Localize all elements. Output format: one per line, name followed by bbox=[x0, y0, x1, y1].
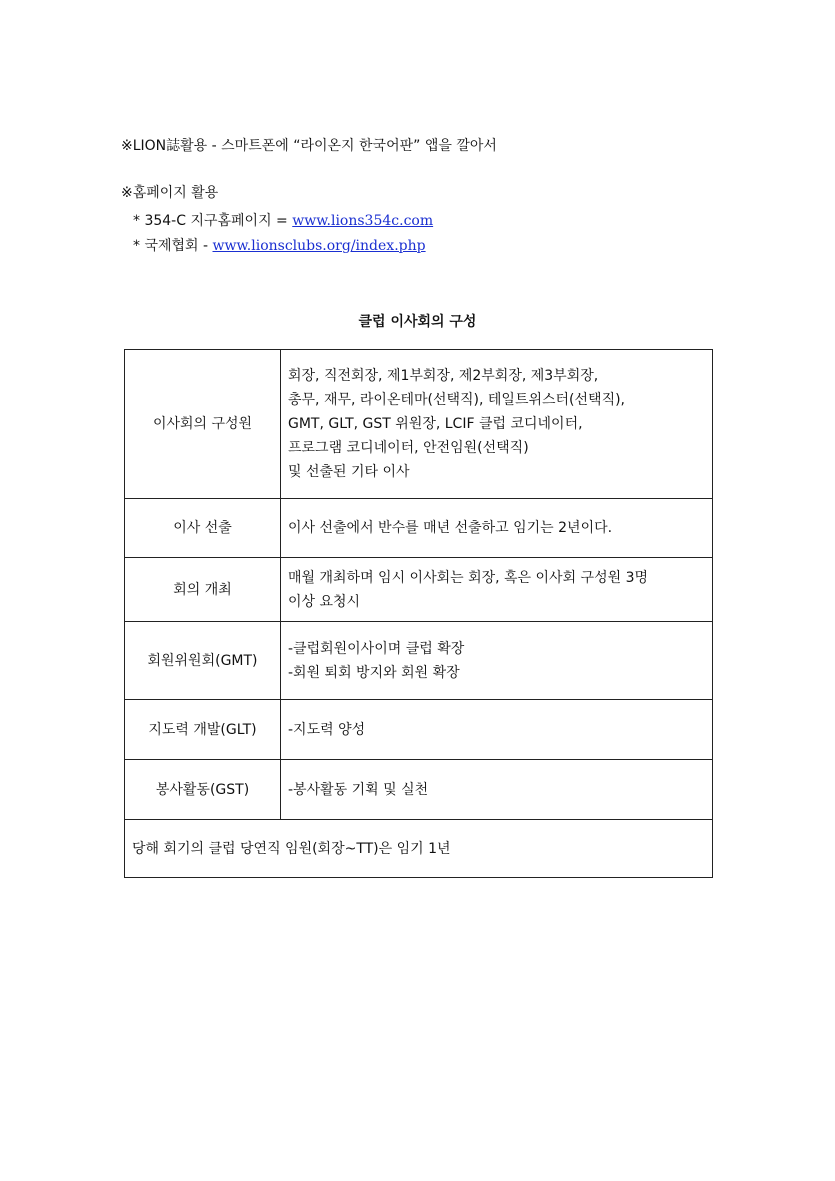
table-title: 클럽 이사회의 구성 bbox=[358, 314, 477, 330]
value-line: 이사 선출에서 반수를 매년 선출하고 임기는 2년이다. bbox=[288, 520, 613, 536]
district-homepage-line bbox=[133, 211, 433, 231]
row-key: 이사 선출 bbox=[125, 499, 281, 558]
value-line: -봉사활동 기획 및 실천 bbox=[288, 781, 429, 798]
row-value bbox=[281, 700, 713, 760]
row-value bbox=[281, 760, 713, 820]
lion-magazine-note: ※LION誌활용 - 스마트폰에 “라이온지 한국어판” 앱을 깔아서 bbox=[121, 138, 497, 154]
intl-association-label: * 국제협회 - bbox=[133, 238, 213, 254]
row-value bbox=[281, 499, 713, 558]
row-key: 회의 개최 bbox=[125, 558, 281, 622]
intl-association-link[interactable]: www.lionsclubs.org/index.php bbox=[212, 238, 426, 254]
row-value bbox=[281, 558, 713, 622]
board-composition-table bbox=[124, 349, 713, 878]
table-footer-row bbox=[125, 820, 713, 878]
district-homepage-label: * 354-C 지구홈페이지 = bbox=[133, 213, 293, 229]
intl-association-line bbox=[133, 236, 426, 256]
table-row bbox=[125, 350, 713, 499]
district-homepage-link[interactable]: www.lions354c.com bbox=[292, 213, 434, 229]
value-line: -지도력 양성 bbox=[288, 721, 366, 738]
row-key: 봉사활동(GST) bbox=[125, 760, 281, 820]
table-row bbox=[125, 622, 713, 700]
row-key: 회원위원회(GMT) bbox=[125, 622, 281, 700]
value-line: 매월 개최하며 임시 이사회는 회장, 혹은 이사회 구성원 3명 bbox=[288, 569, 649, 586]
table-row bbox=[125, 499, 713, 558]
homepage-heading: ※홈페이지 활용 bbox=[121, 185, 219, 201]
table-row bbox=[125, 760, 713, 820]
table-footer: 당해 회기의 클럽 당연직 임원(회장~TT)은 임기 1년 bbox=[125, 820, 713, 878]
value-line: -클럽회원이사이며 클럽 확장 bbox=[288, 640, 465, 657]
value-line: 회장, 직전회장, 제1부회장, 제2부회장, 제3부회장, bbox=[288, 368, 599, 384]
value-line: 및 선출된 기타 이사 bbox=[288, 464, 410, 480]
row-key: 이사회의 구성원 bbox=[125, 350, 281, 499]
row-value bbox=[281, 350, 713, 499]
value-line: 총무, 재무, 라이온테마(선택직), 테일트위스터(선택직), bbox=[288, 392, 626, 408]
row-key: 지도력 개발(GLT) bbox=[125, 700, 281, 760]
value-line: GMT, GLT, GST 위원장, LCIF 클럽 코디네이터, bbox=[288, 416, 583, 432]
table-row bbox=[125, 558, 713, 622]
value-line: 이상 요청시 bbox=[288, 593, 361, 610]
row-value bbox=[281, 622, 713, 700]
table-row bbox=[125, 700, 713, 760]
value-line: -회원 퇴회 방지와 회원 확장 bbox=[288, 664, 460, 681]
value-line: 프로그램 코디네이터, 안전임원(선택직) bbox=[288, 440, 529, 456]
